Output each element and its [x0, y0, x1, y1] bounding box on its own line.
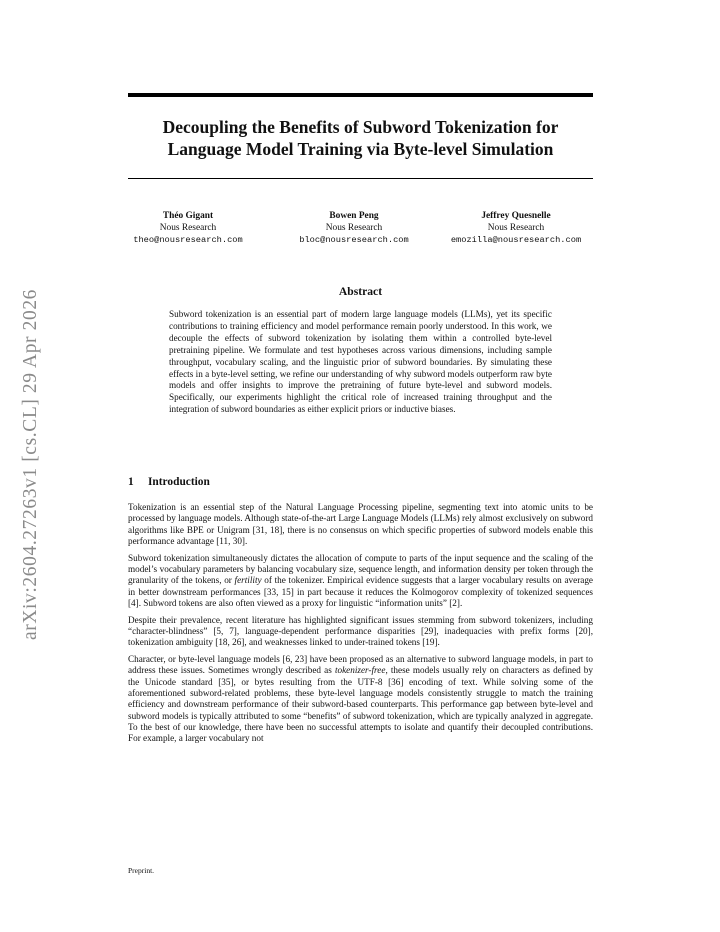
author-name: Bowen Peng [329, 211, 379, 221]
introduction-body [128, 502, 593, 750]
arxiv-identifier: arXiv:2604.27263v1 [cs.CL] 29 Apr 2026 [20, 288, 41, 640]
author-email[interactable]: bloc@nousresearch.com [299, 234, 409, 245]
paragraph-text: Subword tokenization simultaneously dictates the allocation of compute to parts of the input sequence and the scaling of the model’s vocabulary parameters by balancing vocabulary size, sequence length, and information density per token through the granularity of the tokens, or [128, 552, 593, 586]
author-affiliation: Nous Research [325, 222, 383, 233]
abstract-heading: Abstract [338, 285, 383, 298]
paragraph-3: Despite their prevalence, recent literature has highlighted significant issues stemming from subword tokenizers, including “character-blindness” [5, 7], language-dependent performance disparities [29], inadequacies with prefix forms [20], tokenization ambiguity [18, 26], and weaknesses linked to under-trained tokens [19]. [128, 614, 593, 648]
author-email[interactable]: theo@nousresearch.com [133, 234, 243, 245]
paper-title [118, 116, 603, 160]
title-line-1: Decoupling the Benefits of Subword Tokenization for [162, 117, 559, 137]
paragraph-4 [128, 654, 593, 745]
title-bottom-rule [128, 178, 593, 179]
paragraph-2 [128, 553, 593, 610]
section-number: 1 [128, 476, 134, 488]
paragraph-text: , these models usually rely on characters as defined by the Unicode standard [35], or bytes resulting from the UTF-8 [36] encoding of text. While solving some of the aforementioned subword-related problems, these byte-level language models consistently struggle to match the training efficiency and downstream performance of their subword-based counterparts. This performance gap between byte-level and subword models is typically attributed to some “benefits” of subword tokenization, which are typically analyzed in aggregate. To the best of our knowledge, there have been no successful attempts to isolate and quantify their decoupled contributions. For example, a larger vocabulary not [128, 665, 593, 744]
emphasis-tokenizer-free: tokenizer-free [334, 665, 386, 676]
paragraph-1: Tokenization is an essential step of the Natural Language Processing pipeline, segmenting text into atomic units to be processed by language models. Although state-of-the-art Large Language Models (LLMs) rely almost exclusively on subword algorithms like BPE or Unigram [31, 18], there is no consensus on which specific properties of subword models enable this performance advantage [11, 30]. [128, 502, 593, 547]
author-1 [100, 211, 276, 246]
author-affiliation: Nous Research [487, 222, 545, 233]
author-3 [428, 211, 604, 246]
author-2 [266, 211, 442, 246]
author-name: Théo Gigant [162, 211, 214, 221]
paragraph-text: of the tokenizer. Empirical evidence suggests that a larger vocabulary results on average in better downstream performances [33, 15] in part because it reduces the Kolmogorov complexity of tokenized sequences [4]. Subword tokens are also often viewed as a proxy for linguistic “information units” [2]. [128, 575, 593, 609]
emphasis-fertility: fertility [234, 575, 262, 586]
author-email[interactable]: emozilla@nousresearch.com [450, 234, 582, 245]
arxiv-sidebar-stamp [20, 260, 50, 640]
paragraph-text: Character, or byte-level language models [6, 23] have been proposed as an alternative to subword language models, in part to address these issues. Sometimes wrongly described as [128, 654, 593, 676]
section-title: Introduction [148, 476, 210, 488]
section-heading [128, 476, 210, 488]
abstract-text: Subword tokenization is an essential part of modern large language models (LLMs), yet its specific contributions to training efficiency and model performance remain poorly understood. In this work, we decouple the effects of subword tokenization by isolating them within a controlled byte-level pretraining pipeline. We formulate and test hypotheses across various dimensions, including sample throughput, vocabulary scaling, and the linguistic prior of subword boundaries. By simulating these effects in a byte-level setting, we refine our understanding of why subword models outperform raw byte models and offer insights to improve the pretraining of future byte-level and subword models. Specifically, our experiments highlight the critical role of increased training throughput and the integration of subword boundaries as either explicit priors or inductive biases. [169, 309, 552, 415]
author-name: Jeffrey Quesnelle [481, 211, 551, 221]
author-affiliation: Nous Research [159, 222, 217, 233]
title-top-rule [128, 93, 593, 97]
title-line-2: Language Model Training via Byte-level Simulation [167, 139, 554, 159]
footer-note: Preprint. [128, 866, 155, 875]
